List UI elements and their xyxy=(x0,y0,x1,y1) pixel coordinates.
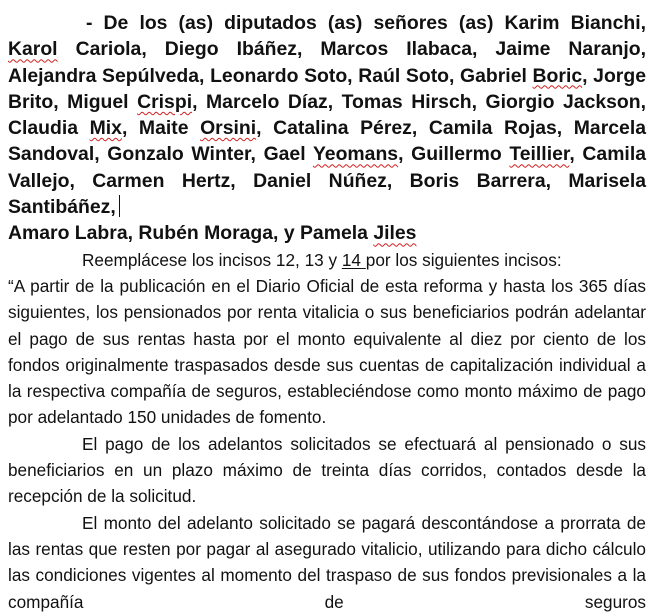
names-text: , Jorge Brito, Miguel xyxy=(8,64,646,113)
misspelled-name: Karol xyxy=(8,38,58,61)
misspelled-name: Mix xyxy=(89,117,122,140)
names-text: Cariola, Diego Ibáñez, Marcos Ilabaca, Jaime Naranjo, Alejandra Sepúlveda, Leonardo Soto, Raúl Soto, Gabriel xyxy=(8,38,646,87)
misspelled-name: Boric xyxy=(532,64,583,87)
body-paragraph-1: “A partir de la publicación en el Diario Oficial de esta reforma y hasta los 365 días siguientes, los pensionados por renta vitalicia o sus beneficiarios podrán adelantar el pago de sus rentas hasta por el monto equivalente al diez por ciento de los fondos originalmente traspasados desde sus cuentas de capitalización individual a la respectiva compañía de seguros, estableciéndose como monto máximo de pago por adelantado 150 unidades de fomento. xyxy=(8,275,646,428)
authors-names xyxy=(8,38,646,218)
names-text: , Marcelo Díaz, Tomas Hirsch, Giorgio Jackson, Claudia xyxy=(8,90,646,140)
names-text: , Guillermo xyxy=(398,143,510,166)
text-cursor xyxy=(119,195,120,217)
names-text: , Maite xyxy=(121,117,201,140)
instruction-after: por los siguientes incisos: xyxy=(365,249,562,270)
authors-tail-name: Jiles xyxy=(373,222,417,245)
instruction-before: Reemplácese los incisos 12, 13 y xyxy=(82,249,342,270)
instruction-underlined: 14 xyxy=(341,249,366,270)
authors-lead: - De los (as) diputados (as) señores (as) Karim Bianchi, xyxy=(86,12,646,34)
document-page xyxy=(8,10,646,615)
body-paragraph-3: El monto del adelanto solicitado se pagará descontándose a prorrata de las rentas que resten por pagar al asegurado vitalicio, utilizando para dicho cálculo las condiciones vigentes al momento del traspaso de sus fondos previsionales a la compañía de seguros xyxy=(8,512,646,612)
names-text: , Catalina Pérez, Camila Rojas, Marcela Sandoval, Gonzalo Winter, Gael xyxy=(8,117,646,166)
misspelled-name: Crispi xyxy=(137,90,193,113)
misspelled-name: Orsini xyxy=(200,117,257,140)
authors-paragraph xyxy=(8,10,646,247)
body-paragraph-2: El pago de los adelantos solicitados se efectuará al pensionado o sus beneficiarios en un plazo máximo de treinta días corridos, contados desde la recepción de la solicitud. xyxy=(8,433,646,507)
misspelled-name: Teillier xyxy=(509,143,570,166)
misspelled-name: Yeomans xyxy=(312,143,399,166)
authors-tail: Amaro Labra, Rubén Moraga, y Pamela xyxy=(8,222,374,245)
names-text: , Camila Vallejo, Carmen Hertz, Daniel Núñez, Boris Barrera, Marisela Santibáñez, xyxy=(8,143,646,219)
instruction-paragraph xyxy=(8,247,646,273)
